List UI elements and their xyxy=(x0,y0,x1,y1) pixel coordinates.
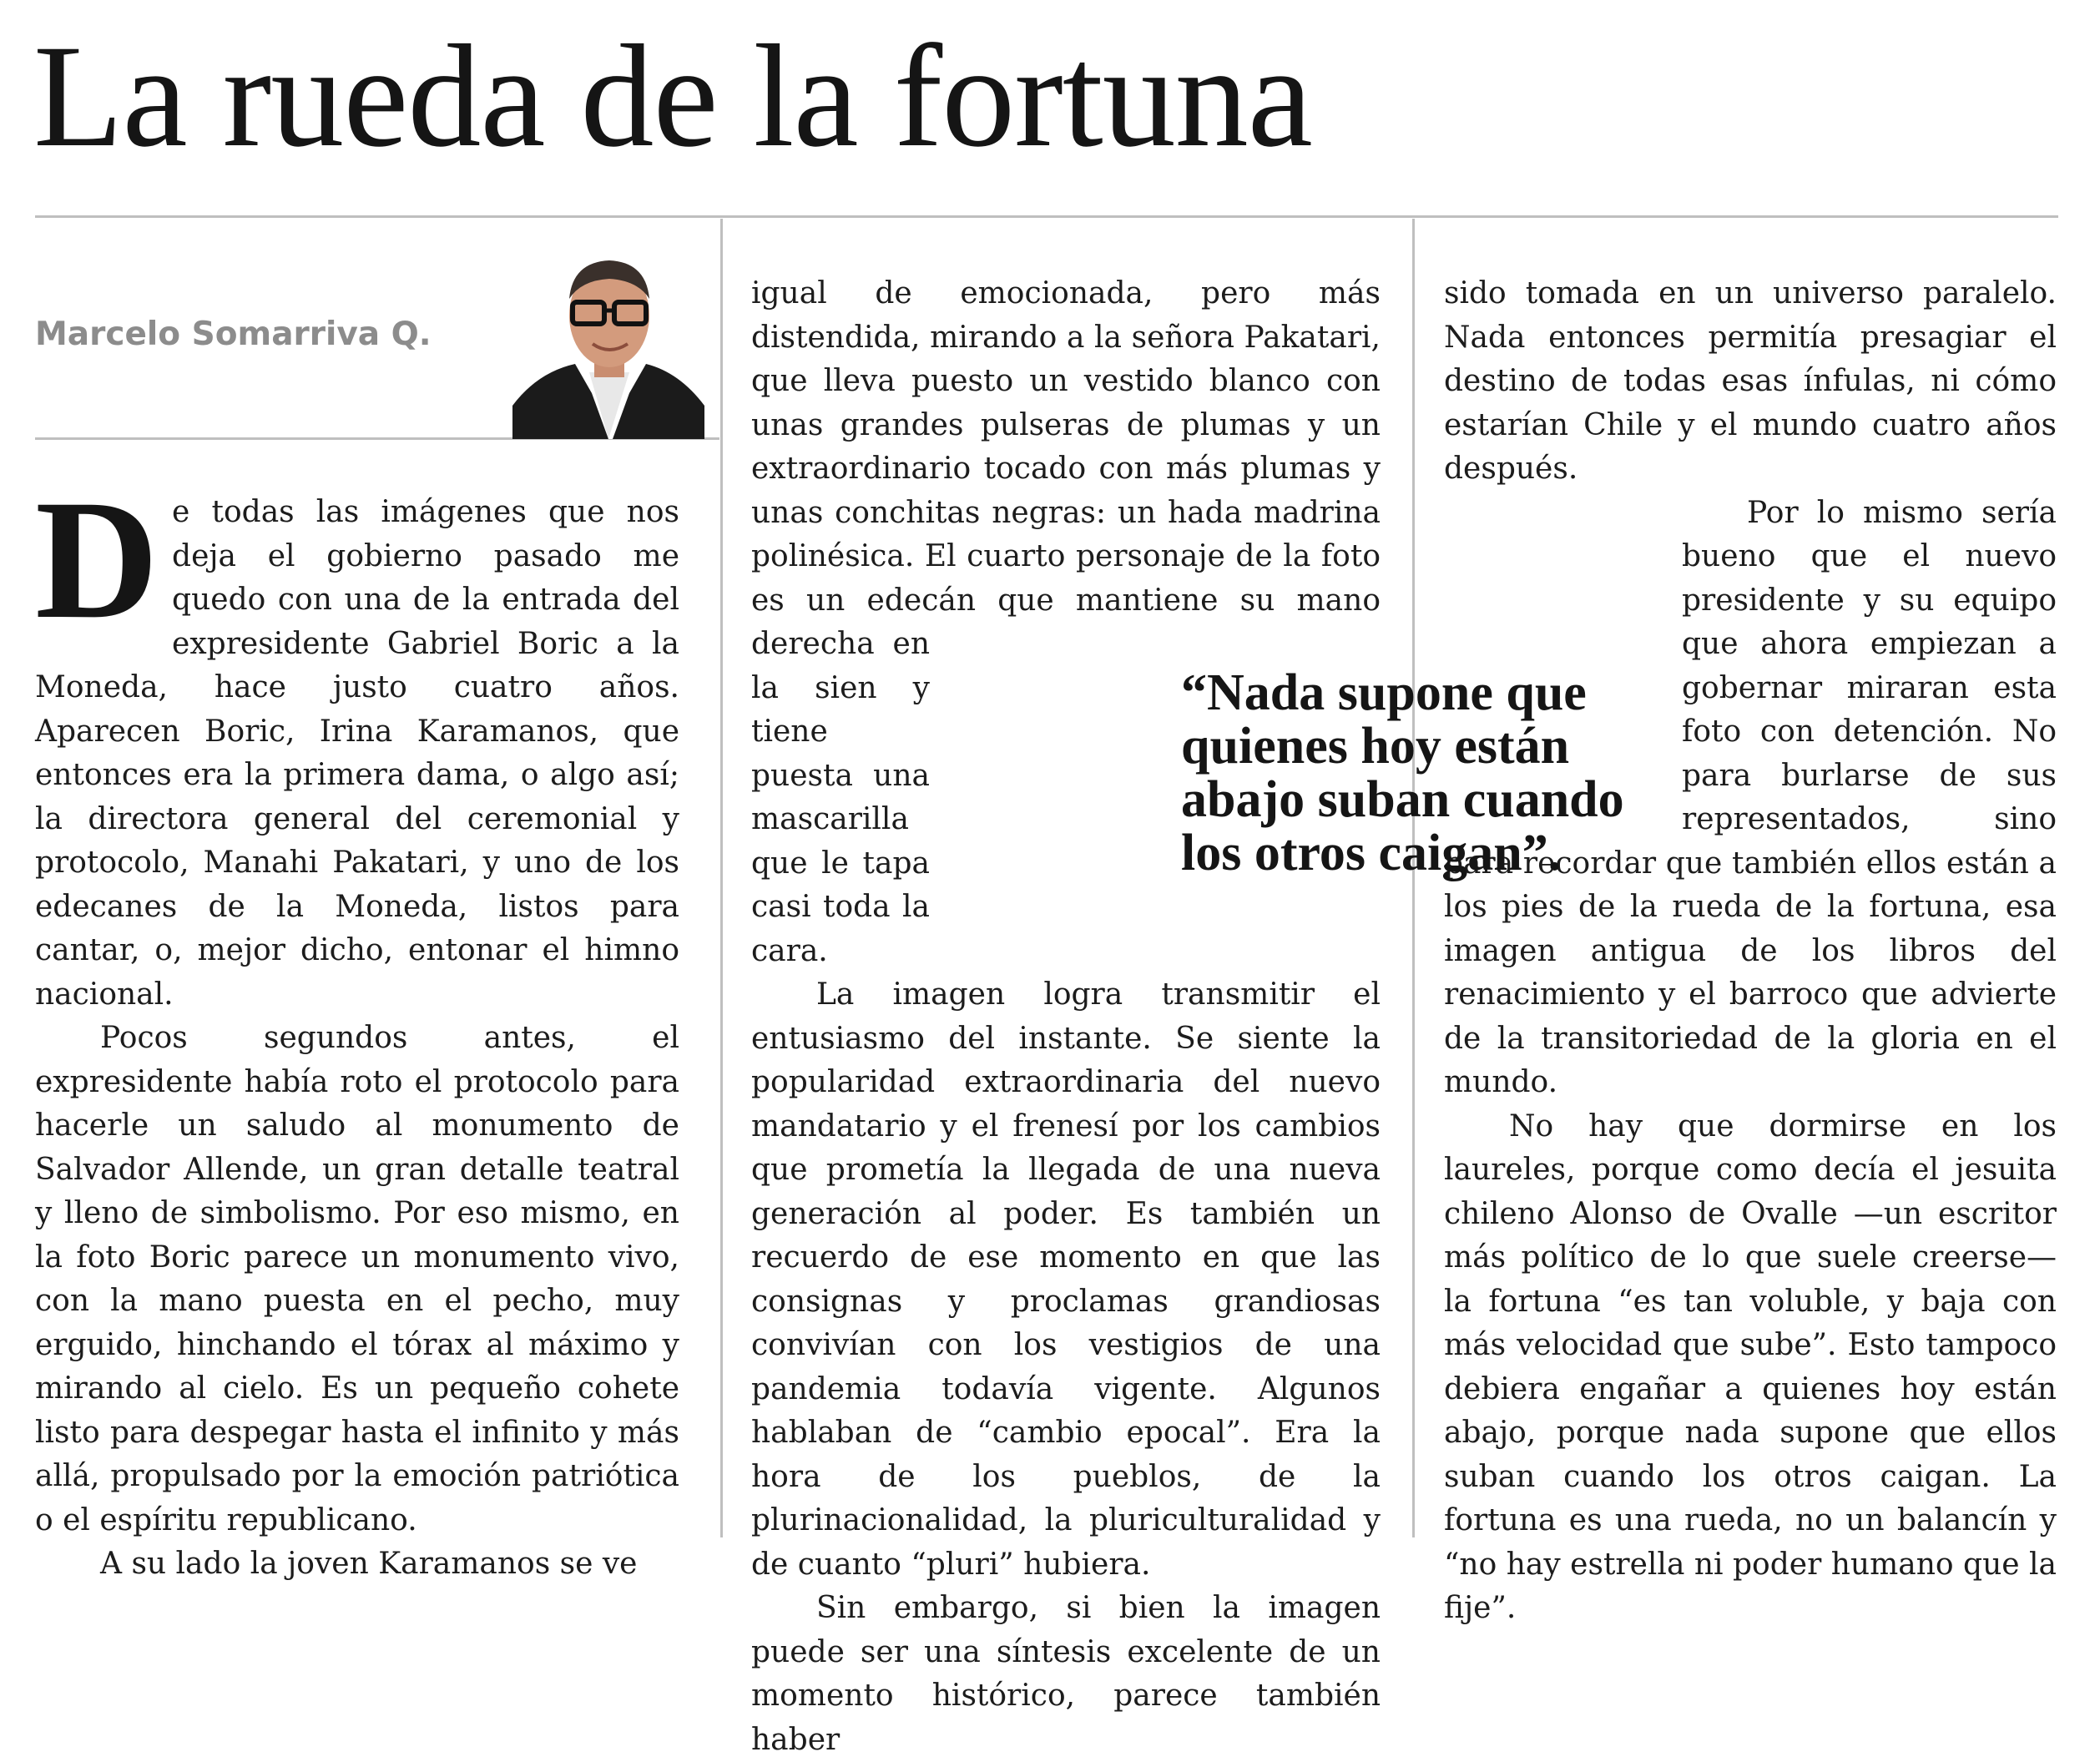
headline: La rueda de la fortuna xyxy=(33,15,1312,178)
paragraph-7: No hay que dormirse en los laureles, porque como decía el jesuita chileno Alonso de Ovalle —un escritor más político de lo que suele creerse— la fortuna “es tan voluble, y baja con más velocidad que sube”. Esto tampoco debiera engañar a quienes hoy están abajo, porque nada supone que ellos suban cuando los otros caigan. La fortuna es una rueda, no un balancín y “no hay estrella ni poder humano que la fije”. xyxy=(1444,1108,2057,1625)
paragraph-6: Por lo mismo sería bueno que el nuevo presidente y su equipo que ahora empiezan a gobernar miraran esta foto con detención. No para burlarse de sus representados, sino para recordar que también ellos están a los pies de la rueda de la fortuna, esa imagen antigua de los libros del renacimiento y el barroco que advierte de la transitoriedad de la gloria en el mundo. xyxy=(1444,495,2057,1099)
paragraph-1: e todas las imágenes que nos deja el gobierno pasado me quedo con una de la entrada del expresidente Gabriel Boric a la Moneda, hace justo cuatro años. Aparecen Boric, Irina Karamanos, que entonces era la primera dama, o algo así; la directora general del ceremonial y protocolo, Manahi Pakatari, y uno de los edecanes de la Moneda, listos para cantar, o, mejor dicho, entonar el himno nacional. xyxy=(35,495,679,1012)
paragraph-3-start: A su lado la joven Karamanos se ve xyxy=(100,1547,638,1581)
paragraph-3-cont: igual de emocionada, pero más distendida, mirando a la señora Pakatari, que lleva puesto un vestido blanco con unas grandes pulseras de plumas y un extraordinario tocado con más plumas y unas conchitas negras: un hada madrina polinésica. El cuarto personaje de la foto es un edecán que mantiene su mano derecha en la sien y tiene puesta una mascarilla que le tapa casi toda la cara. xyxy=(751,276,1381,968)
article-column-3 xyxy=(1444,272,2057,1625)
author-photo xyxy=(512,247,704,439)
article-column-1 xyxy=(35,465,679,1581)
top-divider xyxy=(35,215,2058,218)
article-column-2 xyxy=(751,272,1381,1757)
pull-quote: “Nada supone que quienes hoy están abajo suban cuando los otros caigan”. xyxy=(1181,664,1624,881)
paragraph-5-start: Sin embargo, si bien la imagen puede ser una síntesis excelente de un momento histórico, parece también haber xyxy=(751,1591,1381,1757)
paragraph-4: La imagen logra transmitir el entusiasmo del instante. Se siente la popularidad extraordinaria del nuevo mandatario y el frenesí por los cambios que prometía la llegada de una nueva generación al poder. Es también un recuerdo de ese momento en que las consignas y proclamas grandiosas convivían con los vestigios de una pandemia todavía vigente. Algunos hablaban de “cambio epocal”. Era la hora de los pueblos, de la plurinacionalidad, la pluriculturalidad y de cuanto “pluri” hubiera. xyxy=(751,977,1381,1582)
author-byline: Marcelo Somarriva Q. xyxy=(35,316,432,353)
column-divider-1 xyxy=(720,219,723,1537)
paragraph-2: Pocos segundos antes, el expresidente había roto el protocolo para hacerle un saludo al monumento de Salvador Allende, un gran detalle teatral y lleno de simbolismo. Por eso mismo, en la foto Boric parece un monumento vivo, con la mano puesta en el pecho, muy erguido, hinchando el tórax al máximo y mirando al cielo. Es un pequeño cohete listo para despegar hasta el infinito y más allá, propulsado por la emoción patriótica o el espíritu republicano. xyxy=(35,1021,679,1537)
paragraph-5-cont: sido tomada en un universo paralelo. Nada entonces permitía presagiar el destino de todas esas ínfulas, ni cómo estarían Chile y el mundo cuatro años después. xyxy=(1444,276,2057,486)
drop-cap: D xyxy=(35,465,159,654)
